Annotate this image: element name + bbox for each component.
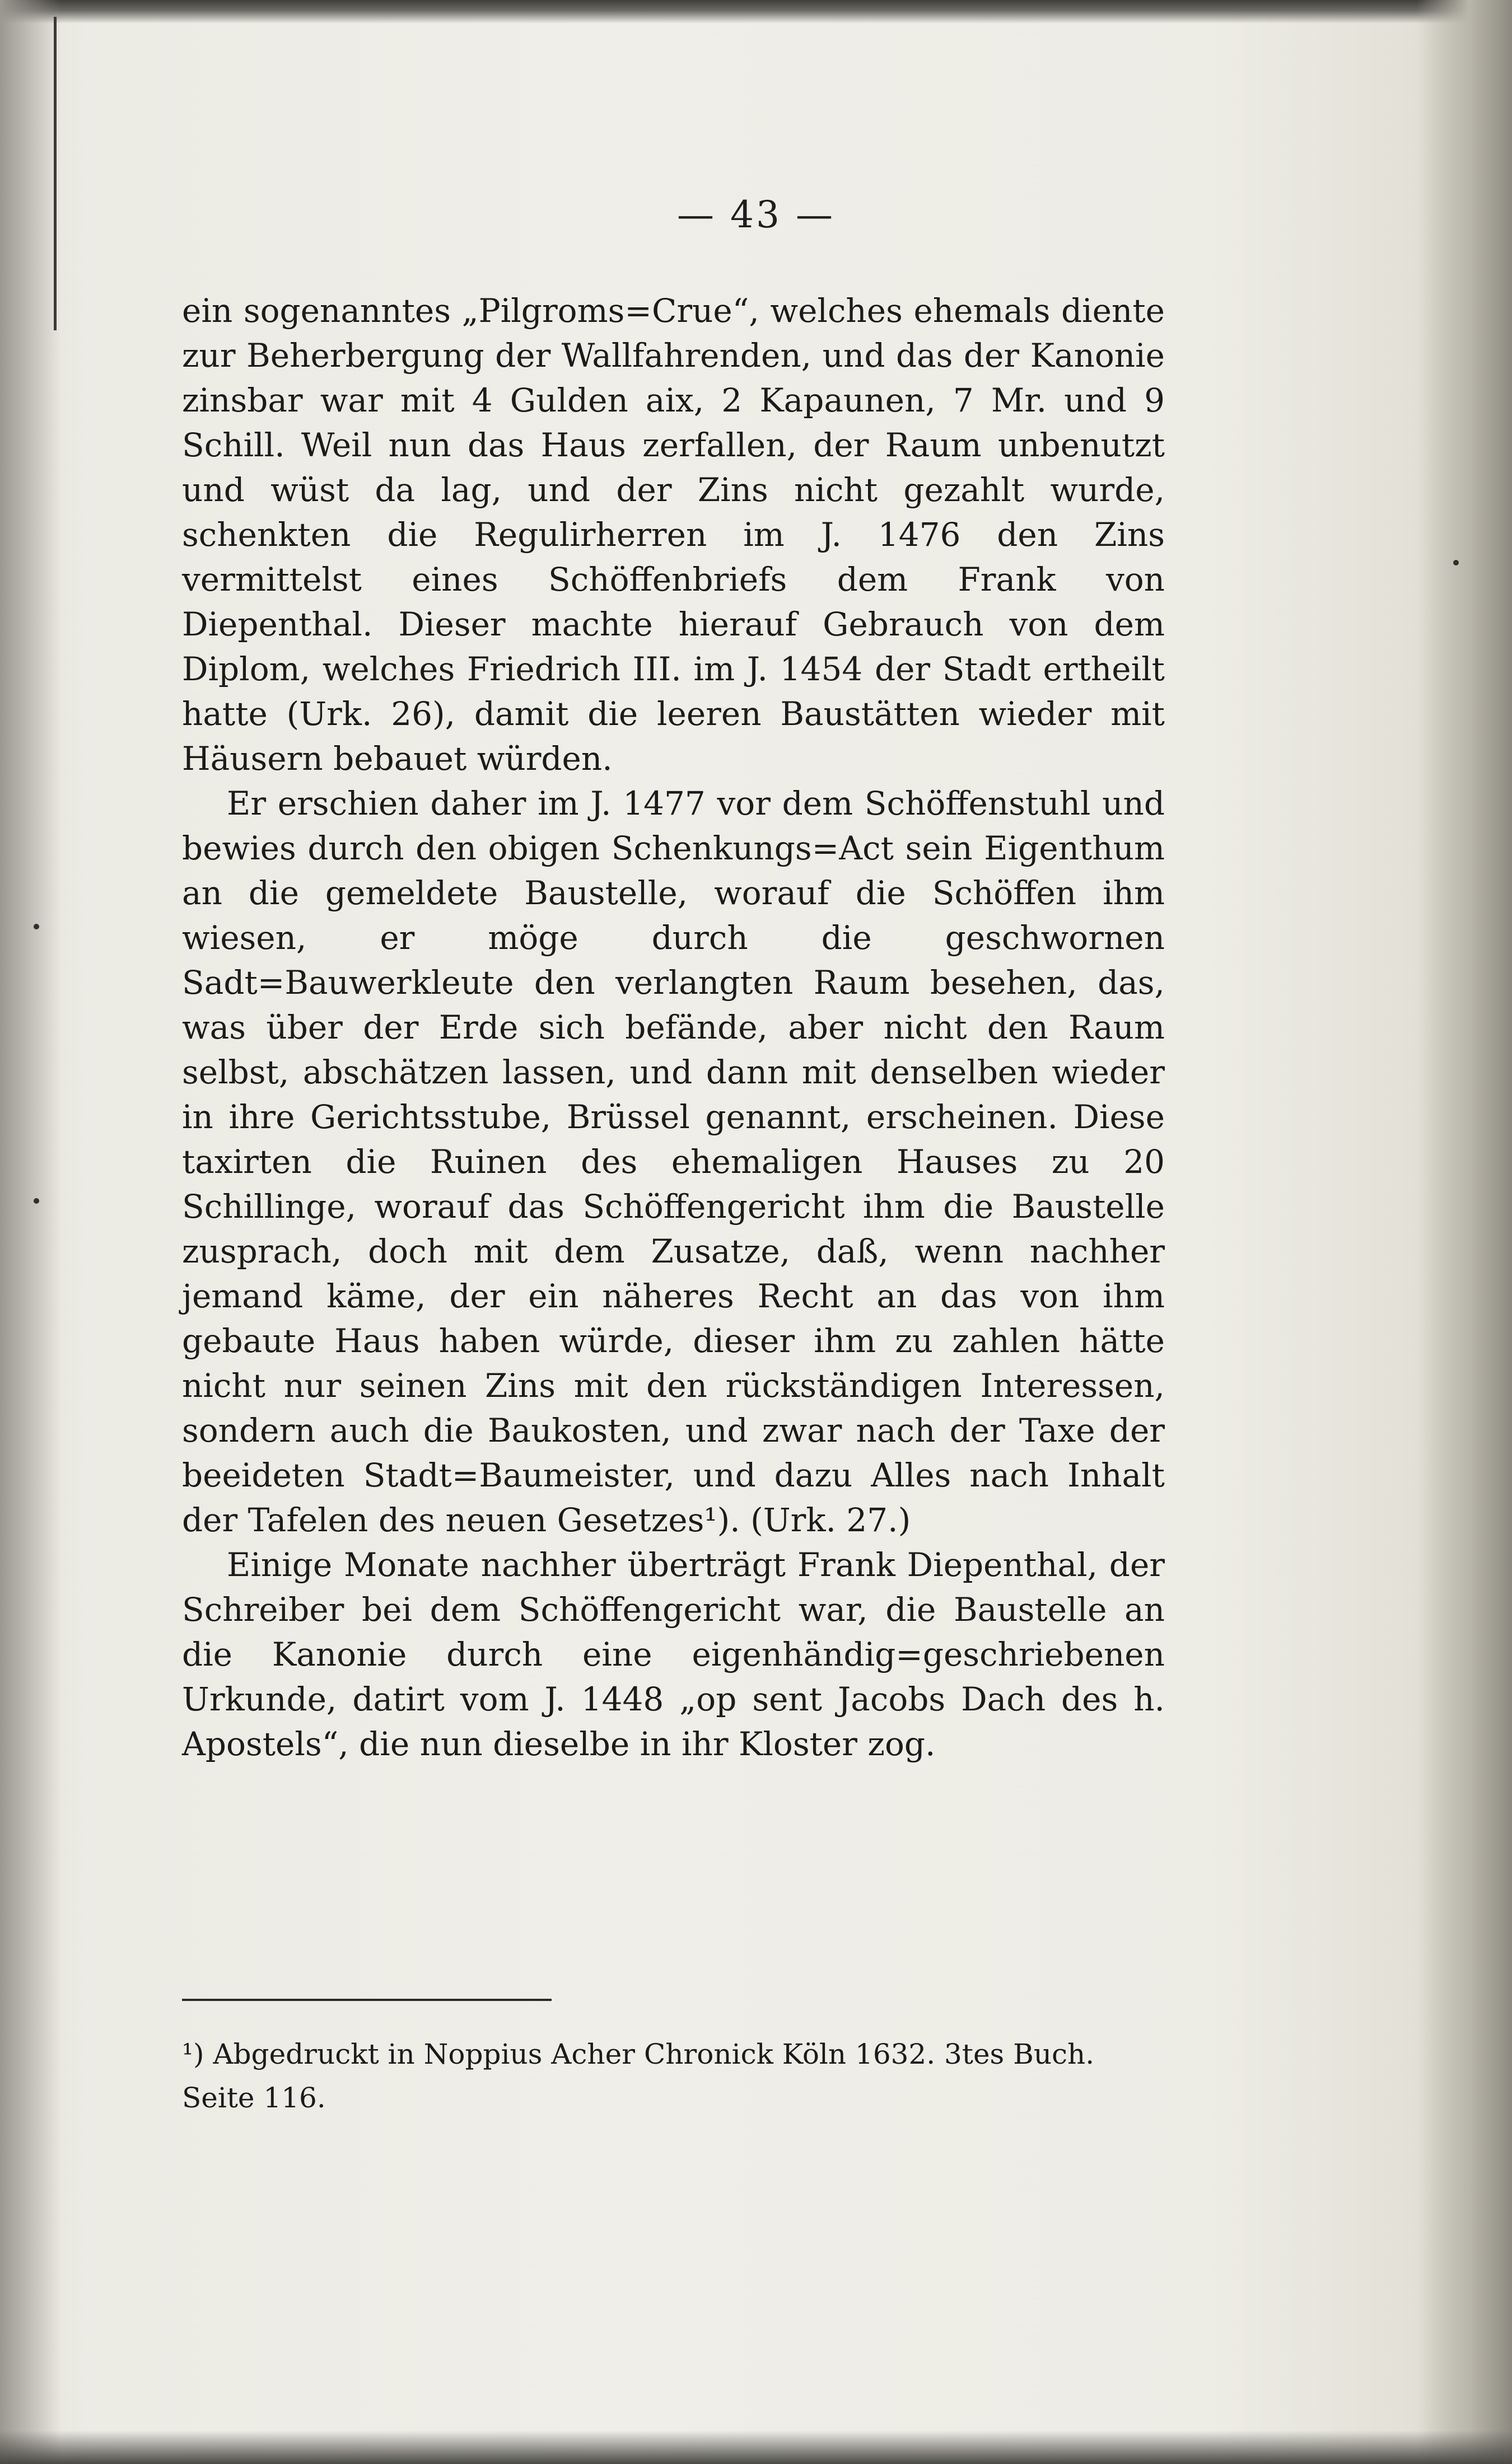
footnote-divider <box>182 1999 552 2001</box>
footnote: ¹) Abgedruckt in Noppius Acher Chronick Köln 1632. 3tes Buch. Seite 116. <box>182 2038 1095 2114</box>
page-number: — 43 — <box>677 193 835 236</box>
margin-speck <box>34 924 39 929</box>
paragraph-3: Einige Monate nachher überträgt Frank Diepenthal, der Schreiber bei dem Schöffengericht war, die Baustelle an die Kanonie durch eine eigenhändig=geschriebenen Urkunde, datirt vom J. 1448 „op sent Jacobs Dach des h. Apostels“, die nun dieselbe in ihr Kloster zog. <box>182 1546 1165 1763</box>
binding-line <box>54 17 57 330</box>
margin-speck <box>1453 560 1459 565</box>
page-bottom-edge-shadow <box>0 2430 1512 2464</box>
page-left-edge-shadow <box>0 0 62 2464</box>
margin-speck <box>34 1198 39 1204</box>
main-text <box>182 288 1165 1766</box>
paragraph-2: Er erschien daher im J. 1477 vor dem Schöffenstuhl und bewies durch den obigen Schenkungs=Act sein Eigenthum an die gemeldete Baustelle, worauf die Schöffen ihm wiesen, er möge durch die geschwornen Sadt=Bauwerkleute den verlangten Raum besehen, das, was über der Erde sich befände, aber nicht den Raum selbst, abschätzen lassen, und dann mit denselben wieder in ihre Gerichtsstube, Brüssel genannt, erscheinen. Diese taxirten die Ruinen des ehemaligen Hauses zu 20 Schillinge, worauf das Schöffengericht ihm die Baustelle zusprach, doch mit dem Zusatze, daß, wenn nachher jemand käme, der ein näheres Recht an das von ihm gebaute Haus haben würde, dieser ihm zu zahlen hätte nicht nur seinen Zins mit den rückständigen Interessen, sondern auch die Baukosten, und zwar nach der Taxe der beeideten Stadt=Baumeister, und dazu Alles nach Inhalt der Tafelen des neuen Gesetzes¹). (Urk. 27.) <box>182 784 1165 1539</box>
page-top-edge-shadow <box>0 0 1512 24</box>
page-right-edge-shadow <box>1417 0 1512 2464</box>
paragraph-1: ein sogenanntes „Pilgroms=Crue“, welches ehemals diente zur Beherbergung der Wallfahrenden, und das der Kanonie zinsbar war mit 4 Gulden aix, 2 Kapaunen, 7 Mr. und 9 Schill. Weil nun das Haus zerfallen, der Raum unbenutzt und wüst da lag, und der Zins nicht gezahlt wurde, schenkten die Regulirherren im J. 1476 den Zins vermittelst eines Schöffenbriefs dem Frank von Diepenthal. Dieser machte hierauf Gebrauch von dem Diplom, welches Friedrich III. im J. 1454 der Stadt ertheilt hatte (Urk. 26), damit die leeren Baustätten wieder mit Häusern bebauet würden. <box>182 292 1165 778</box>
